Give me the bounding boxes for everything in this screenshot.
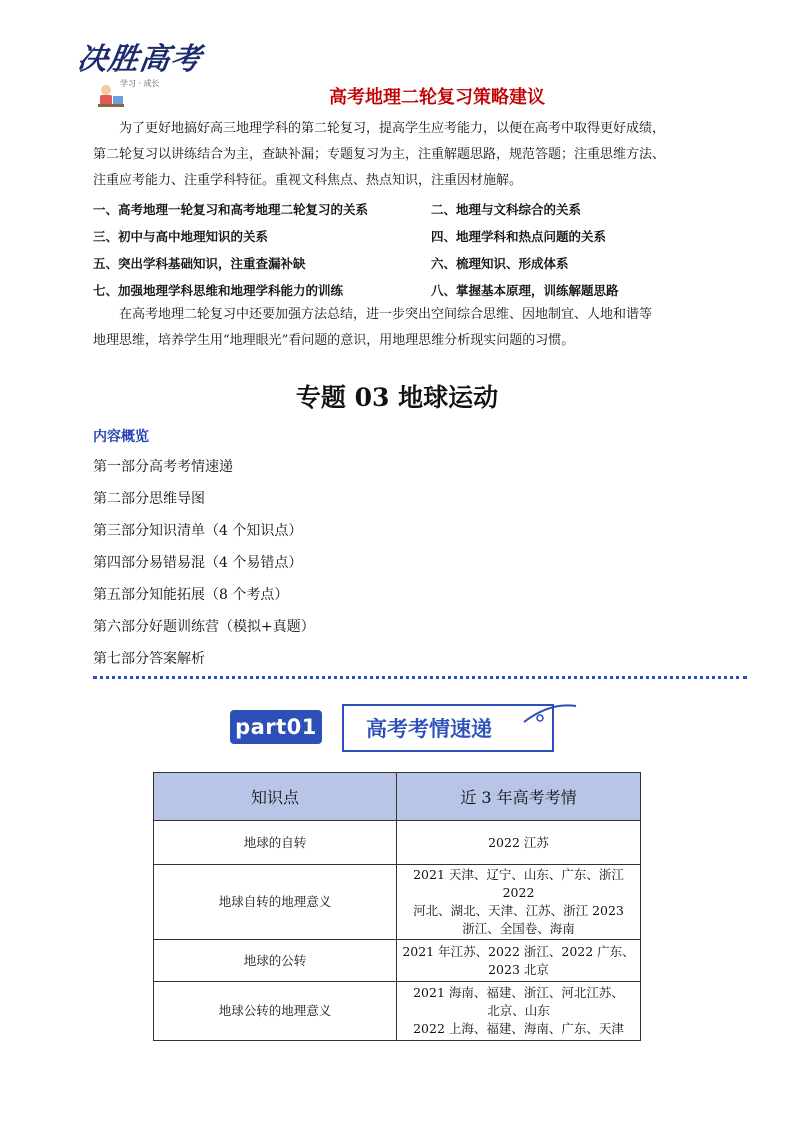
swoosh-decoration-icon — [520, 700, 580, 730]
logo-text: 决胜高考 — [75, 42, 204, 77]
section-title: 高考考情速递 — [366, 717, 492, 741]
toc-item[interactable]: 第二部分思维导图 — [93, 491, 205, 507]
key-point: 六、梳理知识、形成体系 — [431, 256, 569, 271]
intro-line: 注重应考能力、注重学科特征。重视文科焦点、热点知识，注重因材施解。 — [93, 173, 523, 188]
key-points-row — [93, 223, 733, 250]
knowledge-point-cell: 地球公转的地理意义 — [154, 982, 397, 1041]
toc-item[interactable]: 第六部分好题训练营（模拟+真题） — [93, 619, 315, 635]
key-points-row — [93, 196, 733, 223]
table-row — [154, 865, 641, 940]
key-point: 八、掌握基本原理，训练解题思路 — [431, 283, 619, 298]
logo-subtext: 学习 · 成长 — [120, 79, 160, 88]
exam-years-line: 北京、山东 — [487, 1003, 550, 1018]
exam-years-line: 河北、湖北、天津、江苏、浙江 2023 — [413, 903, 624, 918]
exam-years-cell — [397, 940, 641, 982]
key-point: 四、地理学科和热点问题的关系 — [431, 229, 607, 244]
exam-years-line: 2021 海南、福建、浙江、河北江苏、 — [413, 985, 624, 1000]
toc-item[interactable]: 第五部分知能拓展（8 个考点） — [93, 587, 289, 603]
table-row — [154, 982, 641, 1041]
toc-item[interactable]: 第一部分高考考情速递 — [93, 459, 233, 475]
intro-paragraph — [93, 116, 721, 194]
key-points-row — [93, 250, 733, 277]
document-title: 高考地理二轮复习策略建议 — [329, 87, 545, 108]
toc-item[interactable]: 第四部分易错易混（4 个易错点） — [93, 555, 303, 571]
table-header: 知识点 — [154, 773, 397, 821]
intro-line: 为了更好地搞好高三地理学科的第二轮复习，提高学生应考能力，以便在高考中取得更好成绩， — [119, 121, 666, 136]
key-point: 七、加强地理学科思维和地理学科能力的训练 — [93, 283, 344, 298]
toc-item[interactable]: 第七部分答案解析 — [93, 651, 205, 667]
section-banner — [230, 700, 580, 756]
exam-years-line: 2023 北京 — [488, 961, 549, 977]
exam-years-line: 2021 年江苏、2022 浙江、2022 广东、 — [402, 943, 635, 959]
dotted-divider — [93, 676, 747, 679]
exam-years-cell — [397, 821, 641, 865]
table-header-row — [154, 773, 641, 821]
table-row — [154, 940, 641, 982]
outro-line: 在高考地理二轮复习中还要加强方法总结，进一步突出空间综合思维、因地制宜、人地和谐等 — [119, 307, 653, 322]
knowledge-point-cell: 地球的自转 — [154, 821, 397, 865]
outro-line: 地理思维，培养学生用“地理眼光”看问题的意识，用地理思维分析现实问题的习惯。 — [93, 333, 575, 348]
toc-item[interactable]: 第三部分知识清单（4 个知识点） — [93, 523, 303, 539]
table-header: 近 3 年高考考情 — [397, 773, 641, 821]
exam-years-line: 2022 江苏 — [488, 834, 549, 850]
exam-info-table — [153, 772, 641, 1041]
intro-line: 第二轮复习以讲练结合为主，查缺补漏；专题复习为主，注重解题思路，规范答题；注重思维方法、 — [93, 147, 666, 162]
key-points-list — [93, 196, 733, 304]
knowledge-point-cell: 地球的公转 — [154, 940, 397, 982]
overview-label: 内容概览 — [93, 429, 149, 445]
key-point: 五、突出学科基础知识，注重查漏补缺 — [93, 256, 306, 271]
knowledge-point-cell: 地球自转的地理意义 — [154, 865, 397, 940]
topic-title: 专题 03 地球运动 — [295, 383, 499, 412]
exam-years-cell — [397, 865, 641, 940]
table-of-contents — [93, 454, 315, 678]
exam-years-line: 浙江、全国卷、海南 — [462, 921, 575, 936]
key-point: 二、地理与文科综合的关系 — [431, 202, 582, 217]
exam-years-cell — [397, 982, 641, 1041]
exam-years-line: 2021 天津、辽宁、山东、广东、浙江 2022 — [413, 867, 624, 900]
key-point: 三、初中与高中地理知识的关系 — [93, 229, 269, 244]
outro-paragraph — [93, 302, 721, 354]
key-point: 一、高考地理一轮复习和高考地理二轮复习的关系 — [93, 202, 369, 217]
table-row — [154, 821, 641, 865]
part-badge: part01 — [230, 710, 322, 744]
exam-years-line: 2022 上海、福建、海南、广东、天津 — [413, 1021, 624, 1036]
key-points-row — [93, 277, 733, 304]
